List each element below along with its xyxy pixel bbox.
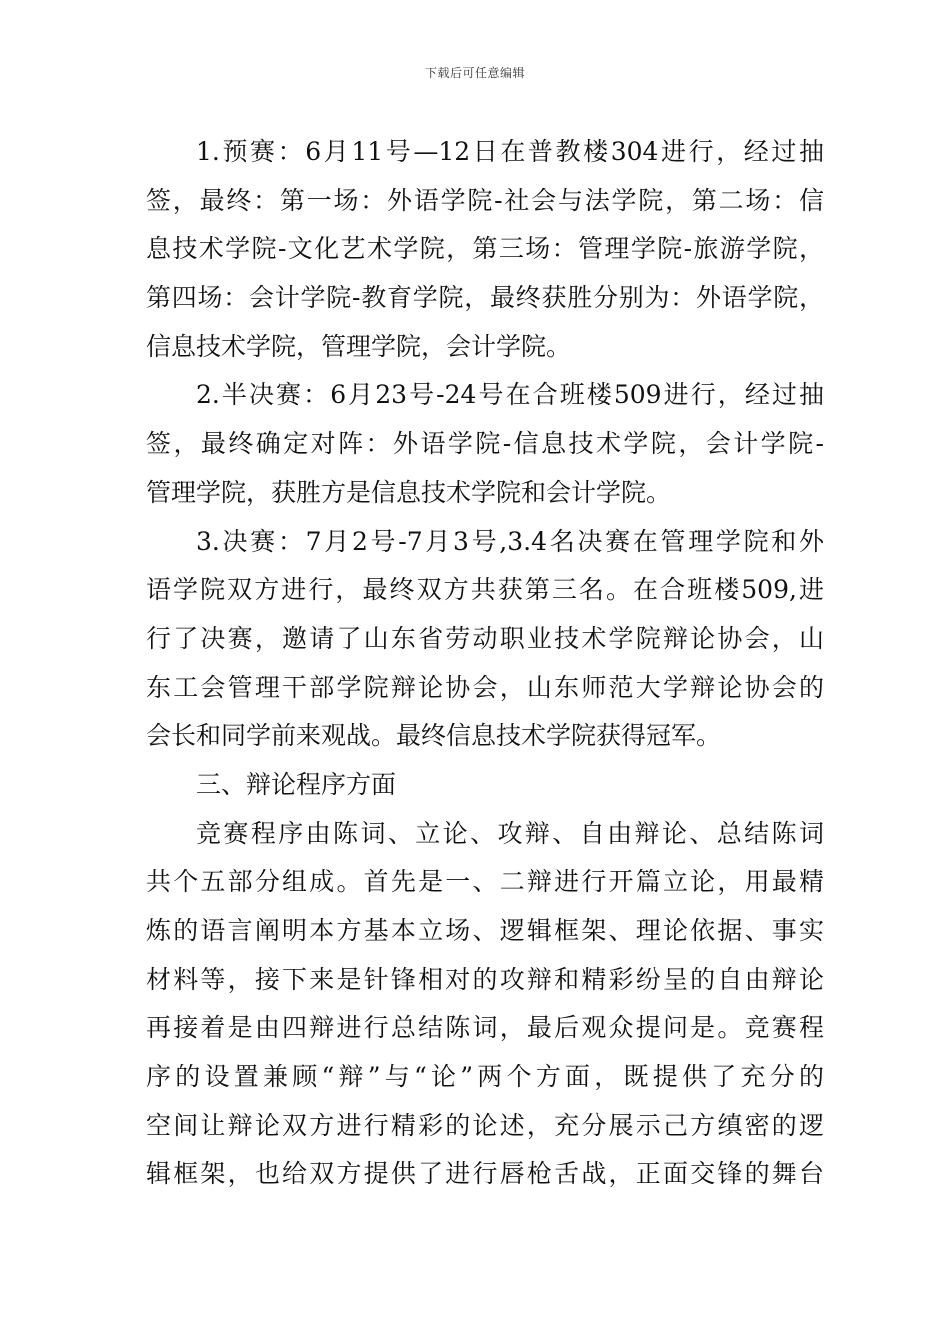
text-line: 第四场：会计学院-教育学院，最终获胜分别为：外语学院， — [146, 283, 824, 313]
text-line: 3.决赛：7月2号-7月3号,3.4名决赛在管理学院和外 — [196, 526, 824, 556]
text-line: 序的设置兼顾“辩”与“论”两个方面，既提供了充分的 — [146, 1062, 824, 1092]
text-line: 材料等，接下来是针锋相对的攻辩和精彩纷呈的自由辩论 — [146, 964, 824, 994]
text-line: 再接着是由四辩进行总结陈词，最后观众提问是。竞赛程 — [146, 1013, 824, 1043]
page-header-note: 下载后可任意编辑 — [424, 66, 525, 80]
text-line: 1.预赛：6月11号—12日在普教楼304进行，经过抽 — [196, 137, 824, 166]
text-line: 信息技术学院，管理学院，会计学院。 — [146, 331, 572, 361]
text-line: 共个五部分组成。首先是一、二辩进行开篇立论，用最精 — [146, 867, 824, 897]
text-line: 管理学院，获胜方是信息技术学院和会计学院。 — [146, 477, 672, 507]
text-line: 签，最终：第一场：外语学院-社会与法学院，第二场：信 — [146, 185, 824, 215]
text-line: 行了决赛，邀请了山东省劳动职业技术学院辩论协会，山 — [146, 623, 824, 653]
document-body — [146, 128, 824, 1199]
text-line: 息技术学院-文化艺术学院，第三场：管理学院-旅游学院， — [146, 234, 824, 264]
text-line: 辑框架，也给双方提供了进行唇枪舌战，正面交锋的舞台 — [146, 1159, 824, 1189]
text-line: 空间让辩论双方进行精彩的论述，充分展示己方缜密的逻 — [146, 1110, 824, 1140]
text-line: 东工会管理干部学院辩论协会，山东师范大学辩论协会的 — [146, 672, 824, 702]
text-line: 2.半决赛：6月23号-24号在合班楼509进行，经过抽 — [196, 380, 824, 410]
text-line: 炼的语言阐明本方基本立场、逻辑框架、理论依据、事实 — [146, 916, 824, 945]
text-line: 语学院双方进行，最终双方共获第三名。在合班楼509,进 — [146, 575, 824, 605]
text-line: 竞赛程序由陈词、立论、攻辩、自由辩论、总结陈词 — [196, 818, 824, 848]
text-line: 三、辩论程序方面 — [196, 769, 397, 799]
text-line: 会长和同学前来观战。最终信息技术学院获得冠军。 — [146, 721, 722, 751]
text-line: 签，最终确定对阵：外语学院-信息技术学院，会计学院- — [146, 429, 824, 459]
